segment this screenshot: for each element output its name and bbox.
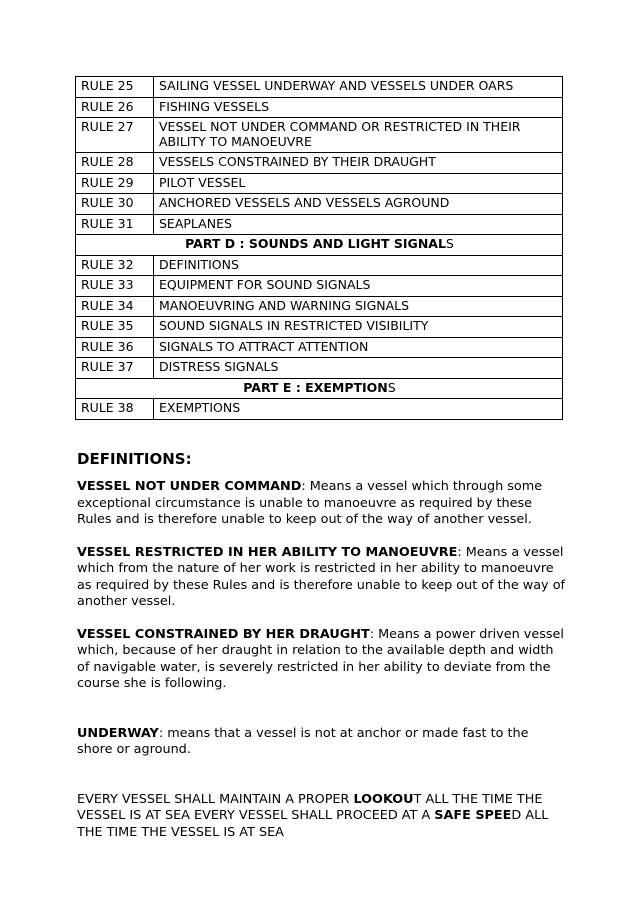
rule-number: RULE 37 xyxy=(76,358,154,379)
rule-number: RULE 27 xyxy=(76,118,154,153)
definition-restricted-ability: VESSEL RESTRICTED IN HER ABILITY TO MANOEUVRE: Means a vessel which from the nature of her work is restricted in her ability to manoeuvre as required by these Rules and is therefore unable to keep out of the way of another vessel. xyxy=(77,544,566,609)
part-d-heading: PART D : SOUNDS AND LIGHT SIGNALS xyxy=(76,235,563,256)
rule-title: SEAPLANES xyxy=(154,214,563,235)
rule-title: ANCHORED VESSELS AND VESSELS AGROUND xyxy=(154,194,563,215)
definition-constrained-draught: VESSEL CONSTRAINED BY HER DRAUGHT: Means a power driven vessel which, because of her draught in relation to the available depth and width of navigable water, is severely restricted in her ability to deviate from the course she is following. xyxy=(77,626,564,691)
table-row xyxy=(76,296,563,317)
rule-number: RULE 28 xyxy=(76,153,154,174)
rule-title: VESSELS CONSTRAINED BY THEIR DRAUGHT xyxy=(154,153,563,174)
table-row xyxy=(76,399,563,420)
rule-title: PILOT VESSEL xyxy=(154,173,563,194)
table-row xyxy=(76,358,563,379)
rule-number: RULE 26 xyxy=(76,97,154,118)
rule-number: RULE 35 xyxy=(76,317,154,338)
table-row xyxy=(76,97,563,118)
definitions-heading: DEFINITIONS: xyxy=(77,450,192,468)
rule-number: RULE 25 xyxy=(76,77,154,98)
table-row xyxy=(76,317,563,338)
rule-title: FISHING VESSELS xyxy=(154,97,563,118)
rules-table xyxy=(75,76,563,420)
rule-title: SAILING VESSEL UNDERWAY AND VESSELS UNDER OARS xyxy=(154,77,563,98)
table-row xyxy=(76,118,563,153)
rule-number: RULE 29 xyxy=(76,173,154,194)
table-row xyxy=(76,214,563,235)
rule-title: EQUIPMENT FOR SOUND SIGNALS xyxy=(154,276,563,297)
table-row xyxy=(76,194,563,215)
rule-number: RULE 34 xyxy=(76,296,154,317)
part-d-heading-row xyxy=(76,235,563,256)
table-row xyxy=(76,173,563,194)
table-row xyxy=(76,153,563,174)
rule-number: RULE 30 xyxy=(76,194,154,215)
definition-underway: UNDERWAY: means that a vessel is not at anchor or made fast to the shore or aground. xyxy=(77,725,529,757)
rule-title: SIGNALS TO ATTRACT ATTENTION xyxy=(154,337,563,358)
rule-title: VESSEL NOT UNDER COMMAND OR RESTRICTED IN THEIR ABILITY TO MANOEUVRE xyxy=(154,118,563,153)
table-row xyxy=(76,337,563,358)
rule-number: RULE 31 xyxy=(76,214,154,235)
rule-title: EXEMPTIONS xyxy=(154,399,563,420)
table-row xyxy=(76,77,563,98)
rule-number: RULE 36 xyxy=(76,337,154,358)
table-row xyxy=(76,276,563,297)
part-e-heading-row xyxy=(76,378,563,399)
table-row xyxy=(76,255,563,276)
definition-not-under-command: VESSEL NOT UNDER COMMAND: Means a vessel which through some exceptional circumstance is unable to manoeuvre as required by these Rules and is therefore unable to keep out of the way of another vessel. xyxy=(77,479,543,527)
rule-number: RULE 38 xyxy=(76,399,154,420)
rule-title: SOUND SIGNALS IN RESTRICTED VISIBILITY xyxy=(154,317,563,338)
part-e-heading: PART E : EXEMPTIONS xyxy=(76,378,563,399)
definitions-section xyxy=(77,450,567,857)
rule-number: RULE 33 xyxy=(76,276,154,297)
rule-title: MANOEUVRING AND WARNING SIGNALS xyxy=(154,296,563,317)
rule-number: RULE 32 xyxy=(76,255,154,276)
lookout-safe-speed-statement: EVERY VESSEL SHALL MAINTAIN A PROPER LOOKOUT ALL THE TIME THE VESSEL IS AT SEA EVERY VESSEL SHALL PROCEED AT A SAFE SPEED ALL THE TIME THE VESSEL IS AT SEA xyxy=(77,791,549,840)
rule-title: DEFINITIONS xyxy=(154,255,563,276)
rule-title: DISTRESS SIGNALS xyxy=(154,358,563,379)
